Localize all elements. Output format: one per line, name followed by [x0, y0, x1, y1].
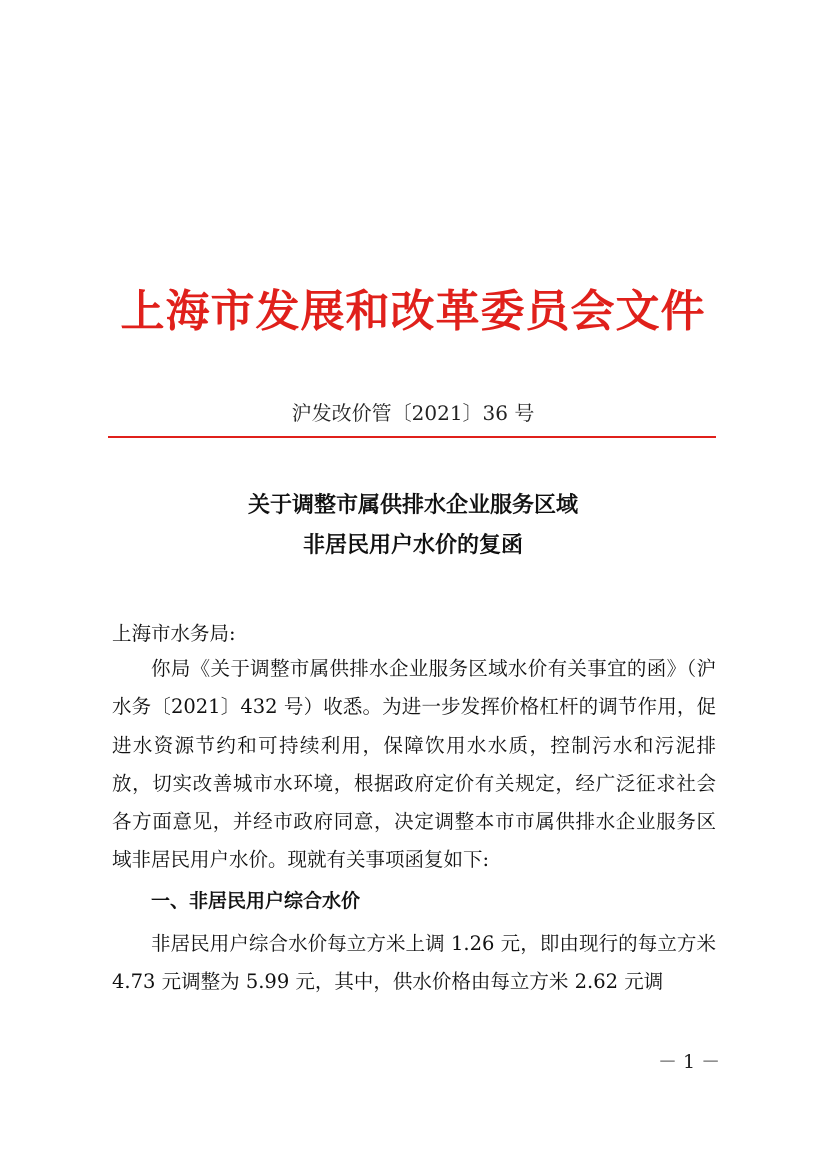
- section-heading-1: 一、非居民用户综合水价: [151, 890, 361, 912]
- document-number: 沪发改价管〔2021〕36 号: [291, 401, 535, 425]
- salutation: 上海市水务局:: [112, 622, 236, 645]
- document-title-line-1: 关于调整市属供排水企业服务区域: [247, 493, 578, 518]
- document-title-line-2: 非居民用户水价的复函: [302, 533, 523, 558]
- body-paragraph-1: 你局《关于调整市属供排水企业服务区域水价有关事宜的函》（沪水务〔2021〕432 号）收悉。为进一步发挥价格杠杆的调节作用，促进水资源节约和可持续利用，保障饮用水水质，控制污水和污泥排放，切实改善城市水环境，根据政府定价有关规定，经广泛征求社会各方面意见，并经市政府同意，决定调整本市市属供排水企业服务区域非居民用户水价。现就有关事项函复如下:: [112, 657, 716, 872]
- section-1-paragraph: 非居民用户综合水价每立方米上调 1.26 元，即由现行的每立方米 4.73 元调整为 5.99 元，其中，供水价格由每立方米 2.62 元调: [112, 932, 716, 994]
- red-divider-line: [108, 436, 716, 438]
- masthead-title: 上海市发展和改革委员会文件: [120, 286, 706, 337]
- page-number: － 1 －: [658, 1051, 721, 1073]
